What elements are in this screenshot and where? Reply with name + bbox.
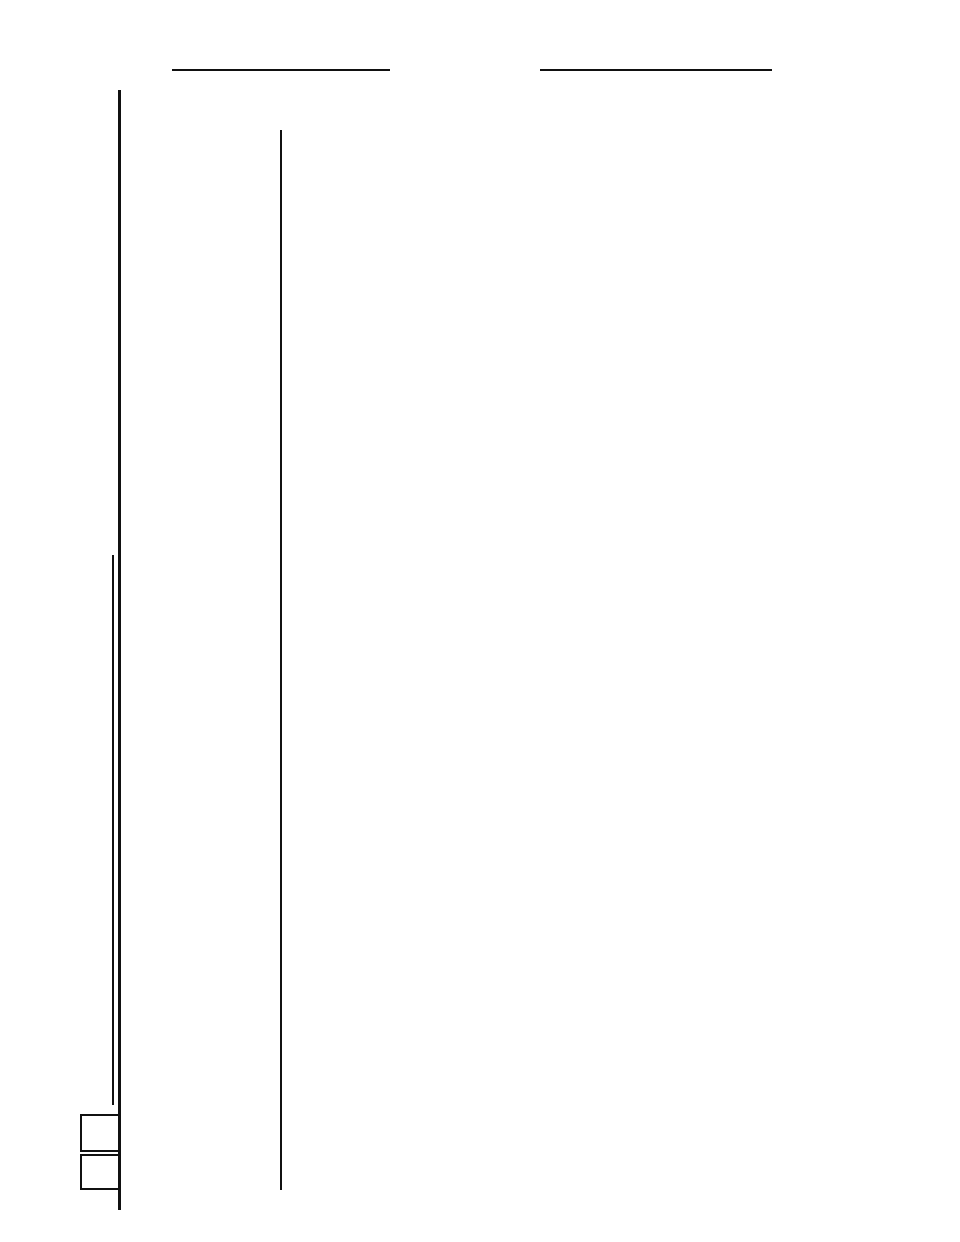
bmw-badge: [80, 1154, 120, 1190]
document-page: [80, 110, 780, 1190]
header-rule-left: [172, 69, 390, 71]
header-rule: [280, 130, 282, 1190]
title-underline: [112, 555, 114, 1105]
page-header: [0, 52, 960, 92]
header-rule-right: [540, 69, 772, 71]
blank-box: [80, 1114, 120, 1152]
